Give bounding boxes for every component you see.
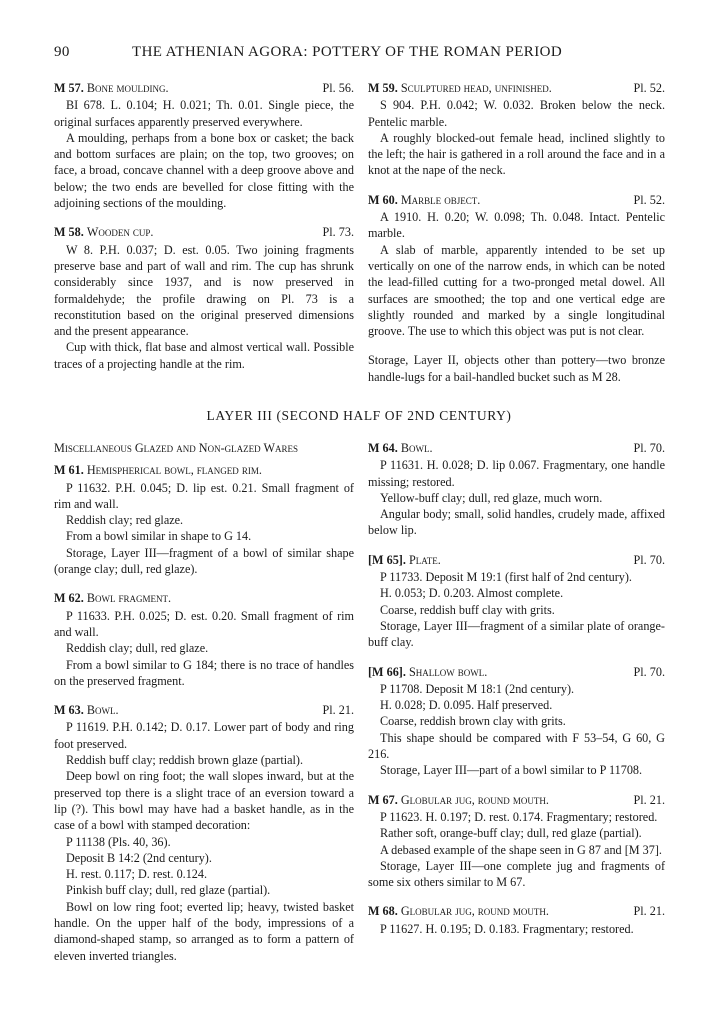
entry-paragraph: A slab of marble, apparently intended to be set up vertically on one of the narrow ends, in which can be noted the lead-filled cutting for a two-pronged metal dowel. All surfaces are smoothed; the top and one vertical edge are slightly rounded and marked by a single longitudinal groove. The use to which this object was put is not clear.: [368, 242, 665, 339]
entry-number: M 58.: [54, 225, 84, 240]
entry-paragraph: P 11633. P.H. 0.025; D. est. 0.20. Small fragment of rim and wall.: [54, 608, 354, 639]
entry-paragraph: Storage, Layer III—fragment of a similar plate of orange-buff clay.: [368, 618, 665, 650]
catalogue-entry: [54, 462, 354, 577]
entry-heading: [54, 224, 354, 240]
entry-heading: [368, 440, 665, 456]
entry-number: M 64.: [368, 441, 398, 455]
catalogue-entry: [54, 80, 354, 211]
catalogue-entry: [368, 903, 665, 937]
storage-note: Storage, Layer II, objects other than pottery—two bronze handle-lugs for a bail-handled bucket such as M 28.: [368, 353, 665, 384]
catalogue-entry: [368, 552, 665, 651]
entry-paragraph: S 904. P.H. 0.042; W. 0.032. Broken below the neck. Pentelic marble.: [368, 98, 665, 129]
plate-reference: Pl. 70.: [633, 552, 665, 567]
entry-number: M 60.: [368, 192, 398, 207]
catalogue-entry: [54, 590, 354, 689]
running-head: [54, 44, 664, 66]
plate-reference: Pl. 52.: [633, 81, 665, 95]
catalogue-entry: [368, 440, 665, 539]
entry-paragraph: Deep bowl on ring foot; the wall slopes inward, but at the preserved top there is a slight trace of an eversion toward a lip (?). This bowl may have had a basket handle, as in the case of a bowl with stamped decoration:: [54, 769, 354, 833]
entry-heading: [368, 903, 665, 919]
plate-reference: Pl. 52.: [633, 192, 665, 207]
entry-paragraph: Bowl on low ring foot; everted lip; heavy, twisted basket handle. On the upper half of the body, impressions of a diamond-shaped stamp, so arranged as to form a pattern of eleven inverted triangles.: [54, 899, 354, 963]
entry-number: M 59.: [368, 81, 398, 95]
entry-paragraph: Reddish clay; red glaze.: [66, 513, 184, 528]
entry-heading: [54, 462, 354, 478]
entry-name: Bowl.: [86, 703, 119, 718]
entry-paragraph: P 11733. Deposit M 19:1 (first half of 2nd century).: [380, 570, 632, 585]
entry-number: M 62.: [54, 591, 84, 606]
entry-heading: [54, 80, 354, 96]
column-top-right: [368, 80, 665, 385]
entry-name: Hemispherical bowl, flanged rim.: [86, 463, 262, 478]
entry-paragraph: W 8. P.H. 0.037; D. est. 0.05. Two joining fragments preserve base and part of wall and rim. The cup has shrunk considerably since 1937, and is now preserved in formaldehyde; the profile drawing on Pl. 73 is a reconstitution based on the original preserved dimensions and the present appearance.: [54, 242, 354, 339]
entry-paragraph: Reddish buff clay; reddish brown glaze (partial).: [66, 753, 304, 768]
plate-reference: Pl. 56.: [322, 81, 354, 95]
entry-paragraph: P 11619. P.H. 0.142; D. 0.17. Lower part of body and ring foot preserved.: [54, 720, 354, 751]
entry-name: Globular jug, round mouth.: [400, 792, 549, 807]
entry-heading: [368, 80, 665, 96]
entry-paragraph: H. 0.053; D. 0.203. Almost complete.: [380, 586, 564, 601]
entry-paragraph: Angular body; small, solid handles, crudely made, affixed below lip.: [368, 507, 665, 538]
entry-paragraph: Yellow-buff clay; dull, red glaze, much worn.: [380, 490, 603, 505]
entry-paragraph: H. rest. 0.117; D. rest. 0.124.: [66, 867, 208, 882]
entry-heading: [368, 192, 665, 208]
entry-name: Plate.: [408, 552, 441, 567]
entry-heading: [54, 702, 354, 718]
entry-paragraph: From a bowl similar to G 184; there is no trace of handles on the preserved fragment.: [54, 657, 354, 688]
catalogue-entry: [54, 702, 354, 964]
entry-name: Wooden cup.: [86, 225, 154, 240]
entry-paragraph: A 1910. H. 0.20; W. 0.098; Th. 0.048. Intact. Pentelic marble.: [368, 210, 665, 241]
catalogue-entry: [368, 80, 665, 179]
entry-paragraph: Pinkish buff clay; dull, red glaze (partial).: [66, 883, 271, 898]
entry-name: Bowl fragment.: [86, 591, 172, 606]
entry-name: Marble object.: [400, 192, 481, 207]
entry-paragraph: A roughly blocked-out female head, inclined slightly to the left; the hair is gathered in a roll around the face and in a knot at the nape of the neck.: [368, 130, 665, 178]
entry-paragraph: H. 0.028; D. 0.095. Half preserved.: [380, 698, 553, 713]
entry-paragraph: P 11627. H. 0.195; D. 0.183. Fragmentary; restored.: [380, 921, 634, 936]
entry-name: Sculptured head, unfinished.: [400, 81, 552, 95]
entry-paragraph: Rather soft, orange-buff clay; dull, red glaze (partial).: [380, 826, 642, 841]
entry-paragraph: A debased example of the shape seen in G 87 and [M 37].: [380, 842, 662, 857]
entry-paragraph: P 11138 (Pls. 40, 36).: [66, 834, 171, 849]
entry-paragraph: Coarse, reddish buff clay with grits.: [380, 602, 555, 617]
entry-name: Bowl.: [400, 441, 433, 455]
plate-reference: Pl. 70.: [633, 441, 665, 455]
catalogue-entry: [54, 224, 354, 372]
entry-paragraph: A moulding, perhaps from a bone box or casket; the back and bottom surfaces are plain; on the top, two grooves; on face, a broad, concave channel with a deep groove above and below; the two ends are bevelled for close fitting with the adjoining sections of the moulding.: [54, 130, 354, 211]
entry-paragraph: Reddish clay; dull, red glaze.: [66, 641, 209, 656]
entry-paragraph: Storage, Layer III—part of a bowl similar to P 11708.: [380, 763, 643, 778]
page-number: 90: [54, 44, 70, 60]
entry-paragraph: P 11708. Deposit M 18:1 (2nd century).: [380, 681, 575, 696]
entry-name: Shallow bowl.: [408, 664, 488, 679]
section-title: LAYER III (SECOND HALF OF 2ND CENTURY): [206, 408, 512, 423]
running-title: THE ATHENIAN AGORA: POTTERY OF THE ROMAN PERIOD: [132, 44, 563, 60]
entry-heading: [54, 590, 354, 606]
entry-heading: [368, 552, 665, 568]
entry-number: M 68.: [368, 904, 398, 919]
column-top-left: [54, 80, 354, 385]
entry-paragraph: P 11632. P.H. 0.045; D. lip est. 0.21. Small fragment of rim and wall.: [54, 480, 354, 511]
entry-heading: [368, 664, 665, 680]
entry-paragraph: From a bowl similar in shape to G 14.: [66, 529, 252, 544]
entry-number: M 67.: [368, 792, 398, 807]
plate-reference: Pl. 21.: [633, 792, 665, 807]
entry-number: [M 65].: [368, 552, 406, 567]
subsection-title: Miscellaneous Glazed and Non-glazed Wares: [54, 441, 298, 455]
entry-paragraph: Coarse, reddish brown clay with grits.: [380, 714, 566, 729]
entry-name: Bone moulding.: [86, 81, 169, 95]
entry-paragraph: P 11623. H. 0.197; D. rest. 0.174. Fragmentary; restored.: [380, 809, 658, 824]
entry-number: M 57.: [54, 81, 84, 95]
entry-paragraph: BI 678. L. 0.104; H. 0.021; Th. 0.01. Single piece, the original surfaces apparently preserved everywhere.: [54, 98, 354, 129]
plate-reference: Pl. 21.: [633, 904, 665, 919]
plate-reference: Pl. 21.: [322, 703, 354, 718]
entry-number: M 63.: [54, 703, 84, 718]
entry-paragraph: This shape should be compared with F 53–54, G 60, G 216.: [368, 730, 665, 762]
entry-paragraph: Storage, Layer III—fragment of a bowl of similar shape (orange clay; dull, red glaze).: [54, 545, 354, 577]
catalogue-entry: [368, 192, 665, 340]
entry-number: [M 66].: [368, 664, 406, 679]
entry-heading: [368, 792, 665, 808]
column-bottom-right: [368, 440, 665, 950]
entry-paragraph: Deposit B 14:2 (2nd century).: [66, 850, 212, 865]
catalogue-entry: [368, 664, 665, 779]
entry-paragraph: Cup with thick, flat base and almost vertical wall. Possible traces of a projecting handle at the rim.: [54, 340, 354, 371]
entry-number: M 61.: [54, 463, 84, 478]
column-bottom-left: [54, 440, 354, 977]
plate-reference: Pl. 73.: [322, 225, 354, 240]
entry-name: Globular jug, round mouth.: [400, 904, 549, 919]
catalogue-entry: [368, 792, 665, 891]
entry-paragraph: Storage, Layer III—one complete jug and fragments of some six others similar to M 67.: [368, 858, 665, 890]
entry-paragraph: P 11631. H. 0.028; D. lip 0.067. Fragmentary, one handle missing; restored.: [368, 458, 665, 489]
plate-reference: Pl. 70.: [633, 664, 665, 679]
